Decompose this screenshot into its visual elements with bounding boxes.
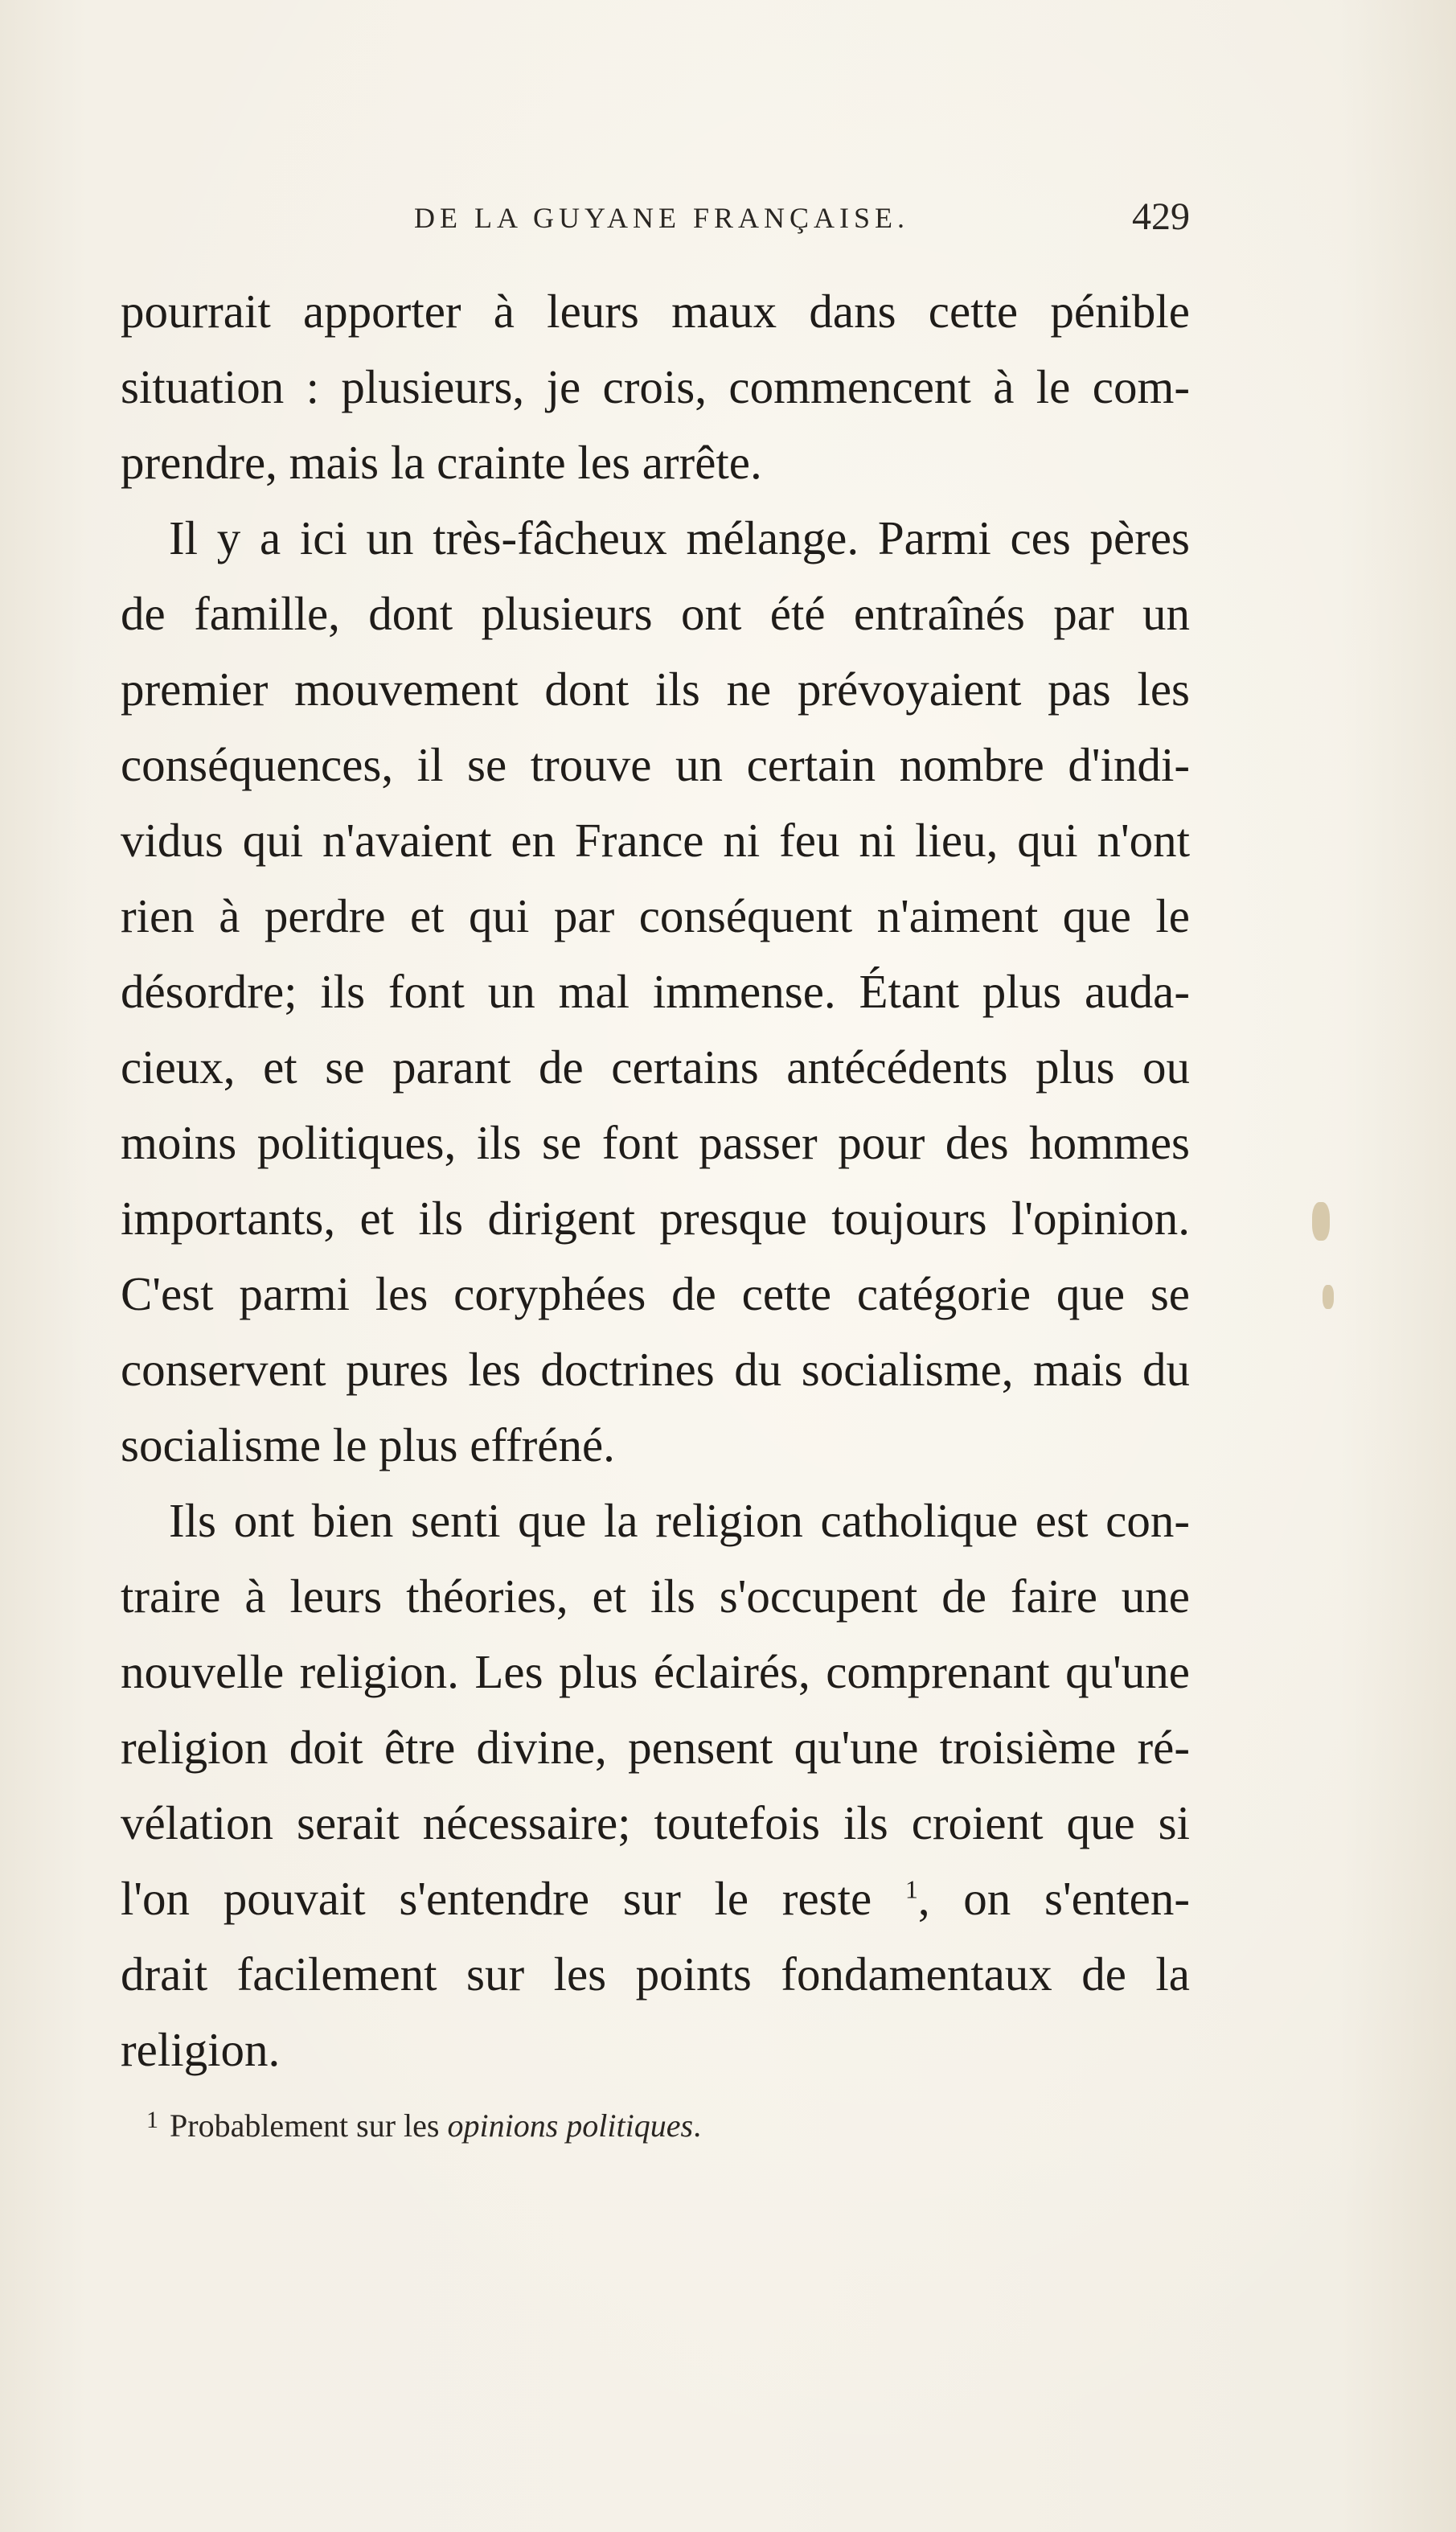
text-line: cieux, et se parant de certains antécédents plus ou <box>121 1040 1190 1094</box>
text-line: religion doit être divine, pensent qu'une troisième ré- <box>121 1721 1190 1774</box>
paragraph-2 <box>121 500 1190 1483</box>
body-text <box>121 273 1190 2087</box>
text-line-with-note <box>121 1861 1190 1936</box>
text-line: de famille, dont plusieurs ont été entraînés par un <box>121 587 1190 640</box>
text-line: traire à leurs théories, et ils s'occupent de faire une <box>121 1570 1190 1623</box>
text-line: religion. <box>121 2023 281 2076</box>
footnote-italic-text: opinions politiques <box>447 2107 694 2144</box>
page-number: 429 <box>1132 195 1190 238</box>
footnote-end: . <box>693 2107 702 2144</box>
text-line: désordre; ils font un mal immense. Étant plus auda- <box>121 965 1190 1018</box>
paragraph-1 <box>121 273 1190 500</box>
footnote-marker[interactable]: 1 <box>904 1874 918 1904</box>
footnote-text: Probablement sur les <box>170 2107 440 2144</box>
text-line: premier mouvement dont ils ne prévoyaient pas les <box>121 663 1190 716</box>
text-line: drait facilement sur les points fondamentaux de la <box>121 1947 1190 2001</box>
text-line: socialisme le plus effréné. <box>121 1418 615 1471</box>
paragraph-3 <box>121 1483 1190 2087</box>
page-stain <box>1323 1285 1334 1309</box>
text-line: importants, et ils dirigent presque toujours l'opinion. <box>121 1192 1190 1245</box>
text-line: vélation serait nécessaire; toutefois ils croient que si <box>121 1796 1190 1849</box>
text-line: Il y a ici un très-fâcheux mélange. Parmi ces pères <box>169 511 1190 564</box>
text-line: pourrait apporter à leurs maux dans cette pénible <box>121 285 1190 338</box>
text-line: C'est parmi les coryphées de cette catégorie que se <box>121 1267 1190 1320</box>
text-fragment: l'on pouvait s'entendre sur le reste <box>121 1872 872 1925</box>
text-line: vidus qui n'avaient en France ni feu ni lieu, qui n'ont <box>121 814 1190 867</box>
text-line: conservent pures les doctrines du socialisme, mais du <box>121 1343 1190 1396</box>
text-line: situation : plusieurs, je crois, commencent à le com- <box>121 360 1190 413</box>
running-title: DE LA GUYANE FRANÇAISE. <box>414 202 910 234</box>
text-line: nouvelle religion. Les plus éclairés, comprenant qu'une <box>121 1645 1190 1698</box>
text-fragment: , on s'enten- <box>917 1872 1191 1925</box>
text-line: conséquences, il se trouve un certain nombre d'indi- <box>121 738 1190 791</box>
text-line: prendre, mais la crainte les arrête. <box>121 436 762 489</box>
text-line: moins politiques, ils se font passer pour des hommes <box>121 1116 1190 1169</box>
text-line: Ils ont bien senti que la religion catholique est con- <box>169 1494 1190 1547</box>
footnote-number: 1 <box>146 2107 158 2133</box>
running-head <box>121 195 1190 249</box>
footnote <box>146 2107 701 2144</box>
text-line: rien à perdre et qui par conséquent n'aiment que le <box>121 889 1190 942</box>
page-stain <box>1312 1202 1330 1241</box>
